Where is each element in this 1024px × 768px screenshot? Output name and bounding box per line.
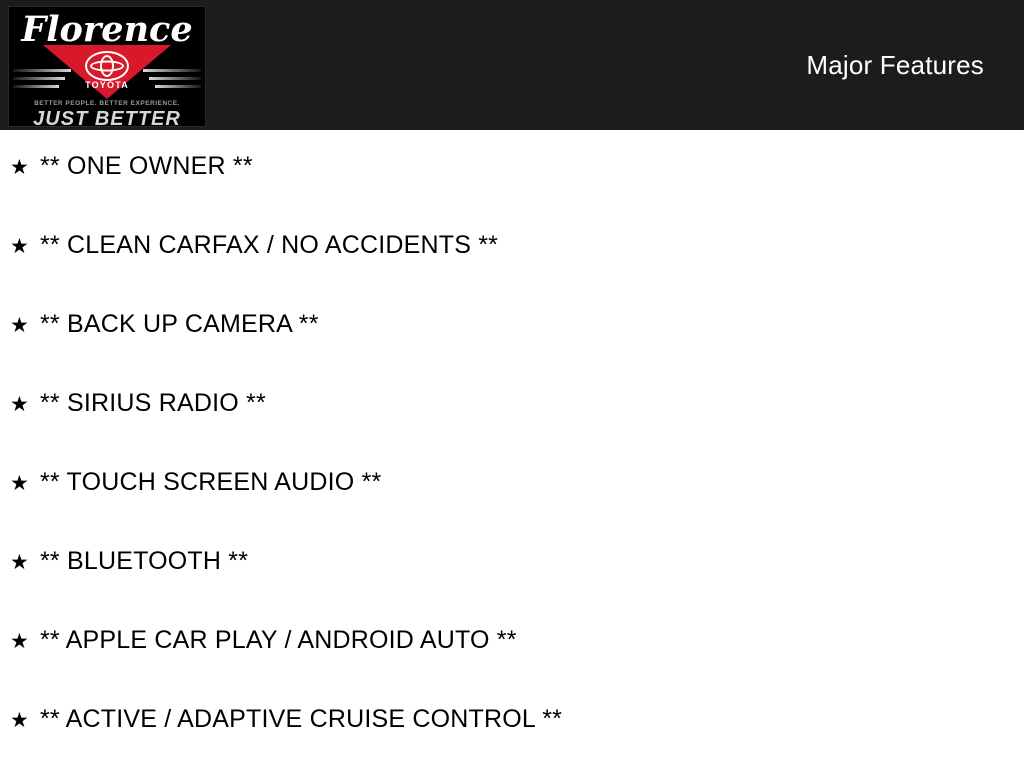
list-item [0, 705, 1024, 768]
dealer-logo [8, 6, 206, 127]
list-item [0, 547, 1024, 626]
feature-label: ** APPLE CAR PLAY / ANDROID AUTO ** [40, 626, 517, 654]
list-item [0, 231, 1024, 310]
dealer-tagline: BETTER PEOPLE. BETTER EXPERIENCE. [34, 100, 180, 107]
star-icon: ★ [10, 630, 29, 653]
feature-label: ** BLUETOOTH ** [40, 547, 249, 575]
feature-label: ** SIRIUS RADIO ** [40, 389, 266, 417]
page-title: Major Features [806, 50, 984, 80]
list-item [0, 626, 1024, 705]
star-icon: ★ [10, 709, 29, 732]
feature-list [0, 130, 1024, 768]
star-icon: ★ [10, 472, 29, 495]
feature-label: ** ACTIVE / ADAPTIVE CRUISE CONTROL ** [40, 705, 563, 733]
feature-label: ** ONE OWNER ** [40, 152, 253, 180]
page-header [0, 0, 1024, 130]
star-icon: ★ [10, 156, 29, 179]
list-item [0, 389, 1024, 468]
list-item [0, 310, 1024, 389]
feature-label: ** BACK UP CAMERA ** [40, 310, 319, 338]
star-icon: ★ [10, 393, 29, 416]
dealer-slogan: JUST BETTER [33, 108, 181, 127]
feature-label: ** CLEAN CARFAX / NO ACCIDENTS ** [40, 231, 499, 259]
toyota-emblem-icon [85, 51, 129, 81]
star-icon: ★ [10, 314, 29, 337]
toyota-wordmark: TOYOTA [85, 80, 129, 90]
star-icon: ★ [10, 235, 29, 258]
list-item [0, 152, 1024, 231]
star-icon: ★ [10, 551, 29, 574]
list-item [0, 468, 1024, 547]
dealer-logo-script-name: Florence [21, 9, 193, 50]
feature-label: ** TOUCH SCREEN AUDIO ** [40, 468, 382, 496]
